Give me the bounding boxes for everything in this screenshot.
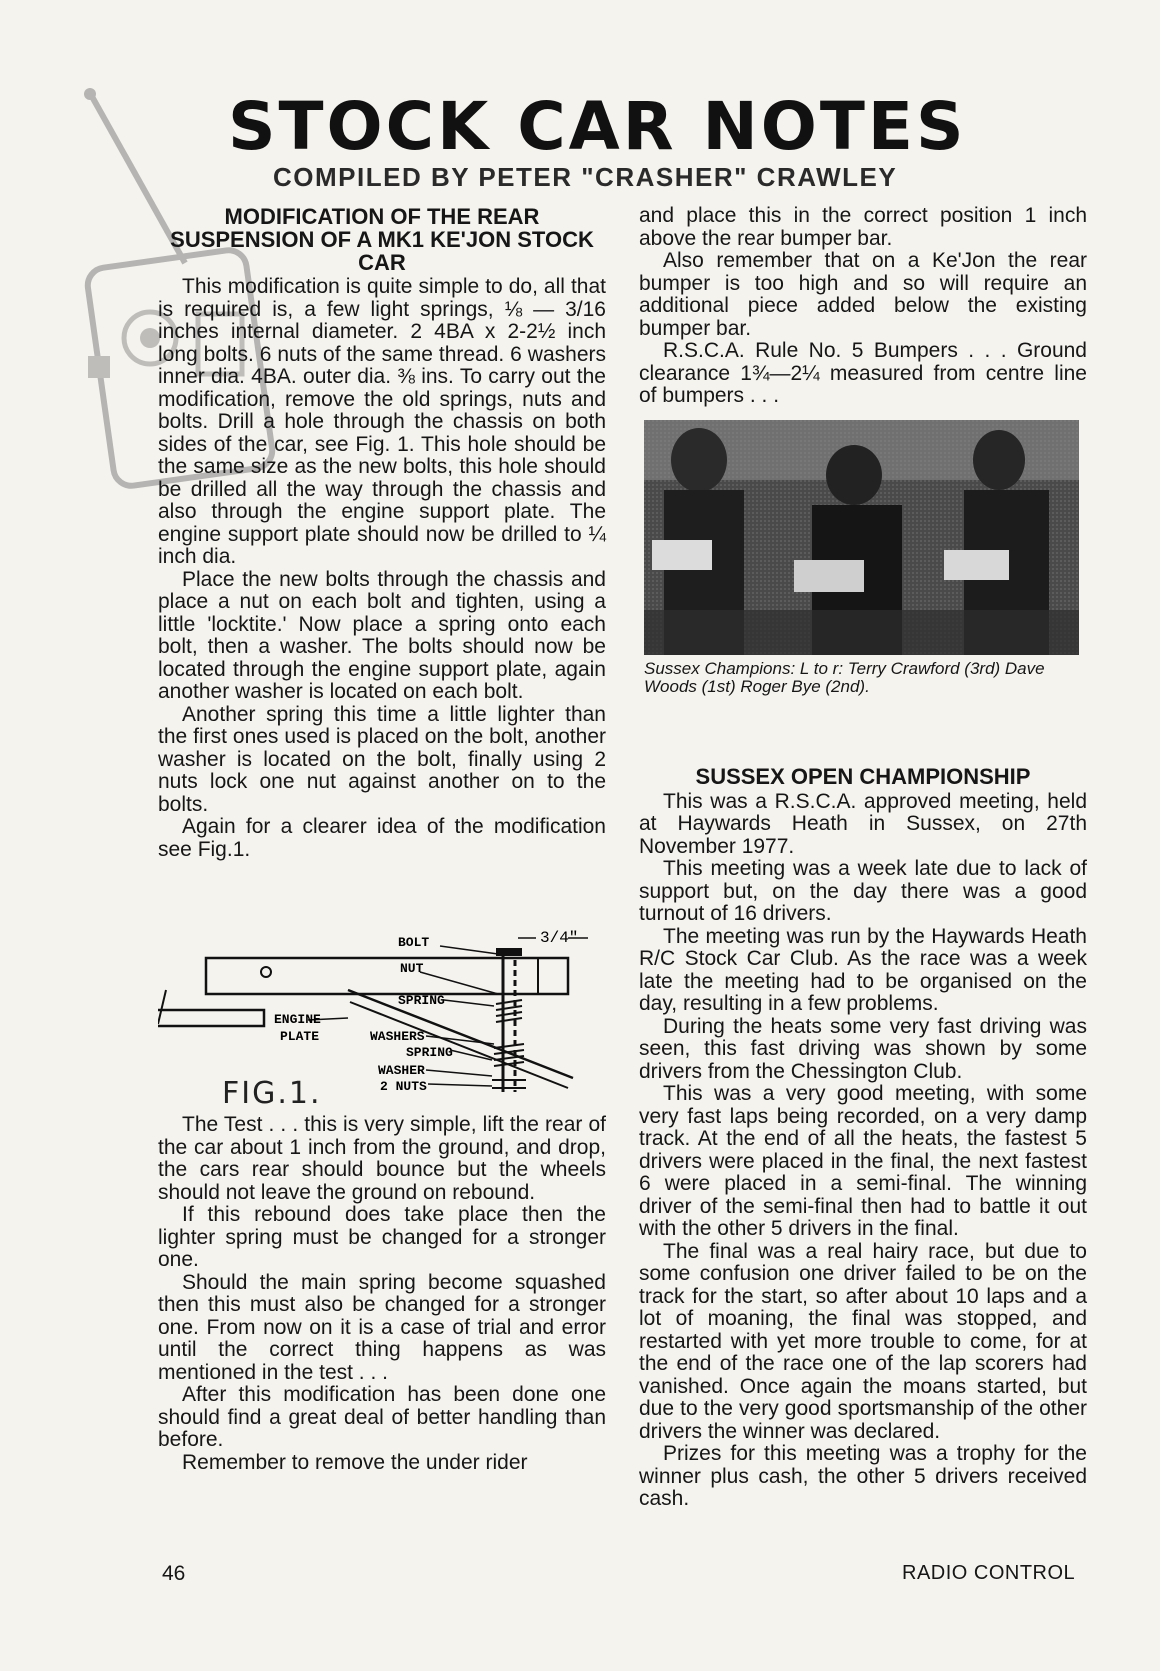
label-plate: PLATE — [280, 1029, 320, 1044]
left-column — [158, 205, 606, 861]
left-column-continued — [158, 1114, 606, 1474]
paragraph: Should the main spring become squashed then this must also be changed for a stronger one. From now on it is a case of trial and error until the correct thing happens as was mentioned in the test . . . — [158, 1270, 606, 1384]
label-washers: WASHERS — [370, 1029, 425, 1044]
paragraph: and place this in the correct position 1 inch above the rear bumper bar. — [639, 204, 1087, 250]
photo-caption: Sussex Champions: L to r: Terry Crawford (3rd) Dave Woods (1st) Roger Bye (2nd). — [644, 659, 1045, 696]
paragraph: This was a very good meeting, with some very fast laps being recorded, on a very damp track. At the end of all the heats, the fastest 5 drivers were placed in the final, the next fastest 6 were placed in a semi-final. The winning driver of the semi-final then had to battle it out with the other 5 drivers in the final. — [639, 1082, 1087, 1240]
paragraph: This meeting was a week late due to lack of support but, on the day there was a good turnout of 16 drivers. — [639, 857, 1087, 925]
label-bolt: BOLT — [398, 935, 430, 950]
fixing-hole-icon — [261, 967, 271, 977]
right-column — [639, 205, 1087, 408]
paragraph: The final was a real hairy race, but due to some confusion one driver failed to be on the track for the start, so after about 10 laps and a lot of moaning, the final was stopped, and restarted with yet more trouble to come, for at the end of the race one of the lap scorers had vanished. Once again the moans started, but due to the very good sportsmanship of the other drivers the winner was declared. — [639, 1239, 1087, 1443]
page-title: STOCK CAR NOTES — [228, 88, 967, 165]
label-nuts: 2 NUTS — [380, 1079, 427, 1094]
paragraph: R.S.C.A. Rule No. 5 Bumpers . . . Ground clearance 1¾—2¼ measured from centre line of bumpers . . . — [639, 339, 1087, 407]
paragraph: Another spring this time a little lighter than the first ones used is placed on the bolt, another washer is located on the bolt, finally using 2 nuts lock one nut against another on to the bolts. — [158, 702, 606, 816]
paragraph: If this rebound does take place then the lighter spring must be changed for a stronger one. — [158, 1203, 606, 1271]
page-number: 46 — [162, 1562, 186, 1585]
paragraph: The meeting was run by the Haywards Heath R/C Stock Car Club. As the race was a week late the meeting had to be organised on the day, resulting in a few problems. — [639, 924, 1087, 1015]
paragraph: During the heats some very fast driving was seen, this fast driving was shown by some drivers from the Chessington Club. — [639, 1014, 1087, 1083]
paragraph: Place the new bolts through the chassis and place a nut on each bolt and tighten, using a little 'locktite.' Now place a spring onto each bolt, then a washer. The bolts should now be located through the engine support plate, again another washer is located on each bolt. — [158, 567, 606, 703]
paragraph: The Test . . . this is very simple, lift the rear of the car about 1 inch from the ground, and drop, the cars rear should bounce but the wheels should not leave the ground on rebound. — [158, 1113, 606, 1204]
label-spring-top: SPRING — [398, 993, 445, 1008]
byline: COMPILED BY PETER "CRASHER" CRAWLEY — [273, 162, 898, 192]
label-engine: ENGINE — [274, 1012, 321, 1027]
paragraph: After this modification has been done one should find a great deal of better handling than before. — [158, 1383, 606, 1451]
publication-name: RADIO CONTROL — [902, 1562, 1076, 1584]
label-washer: WASHER — [378, 1063, 425, 1078]
label-spring-bottom: SPRING — [406, 1045, 453, 1060]
paragraph: Remember to remove the under rider — [182, 1450, 528, 1474]
section-heading-modification: MODIFICATION OF THE REAR SUSPENSION OF A MK1 KE'JON STOCK CAR — [170, 204, 594, 275]
label-nut: NUT — [400, 961, 424, 976]
right-column-continued — [639, 766, 1087, 1511]
paragraph: Prizes for this meeting was a trophy for the winner plus cash, the other 5 drivers received cash. — [639, 1442, 1087, 1510]
champions-photo — [644, 420, 1079, 655]
figure-label: FIG.1. — [222, 1076, 322, 1111]
paragraph: Also remember that on a Ke'Jon the rear bumper is too high and so will require an additional piece added below the existing bumper bar. — [639, 249, 1087, 340]
label-dimension: 3/4" — [540, 929, 579, 947]
section-heading-sussex: SUSSEX OPEN CHAMPIONSHIP — [695, 764, 1031, 789]
paragraph: This was a R.S.C.A. approved meeting, held at Haywards Heath in Sussex, on 27th November 1977. — [639, 789, 1087, 858]
paragraph: Again for a clearer idea of the modification see Fig.1. — [158, 815, 606, 861]
paragraph: This modification is quite simple to do, all that is required is, a few light springs, ⅛ — 3/16 inches internal diameter. 2 4BA x 2-2½ inch long bolts. 6 nuts of the same thread. 6 washers inner dia. 4BA. outer dia. ⅜ ins. To carry out the modification, remove the old springs, nuts and bolts. Drill a hole through the chassis on both sides of the car, see Fig. 1. This hole should be the same size as the new bolts, this hole should be drilled all the way through the chassis and also through the engine support plate. The engine support plate should now be drilled to ¼ inch dia. — [158, 275, 606, 568]
